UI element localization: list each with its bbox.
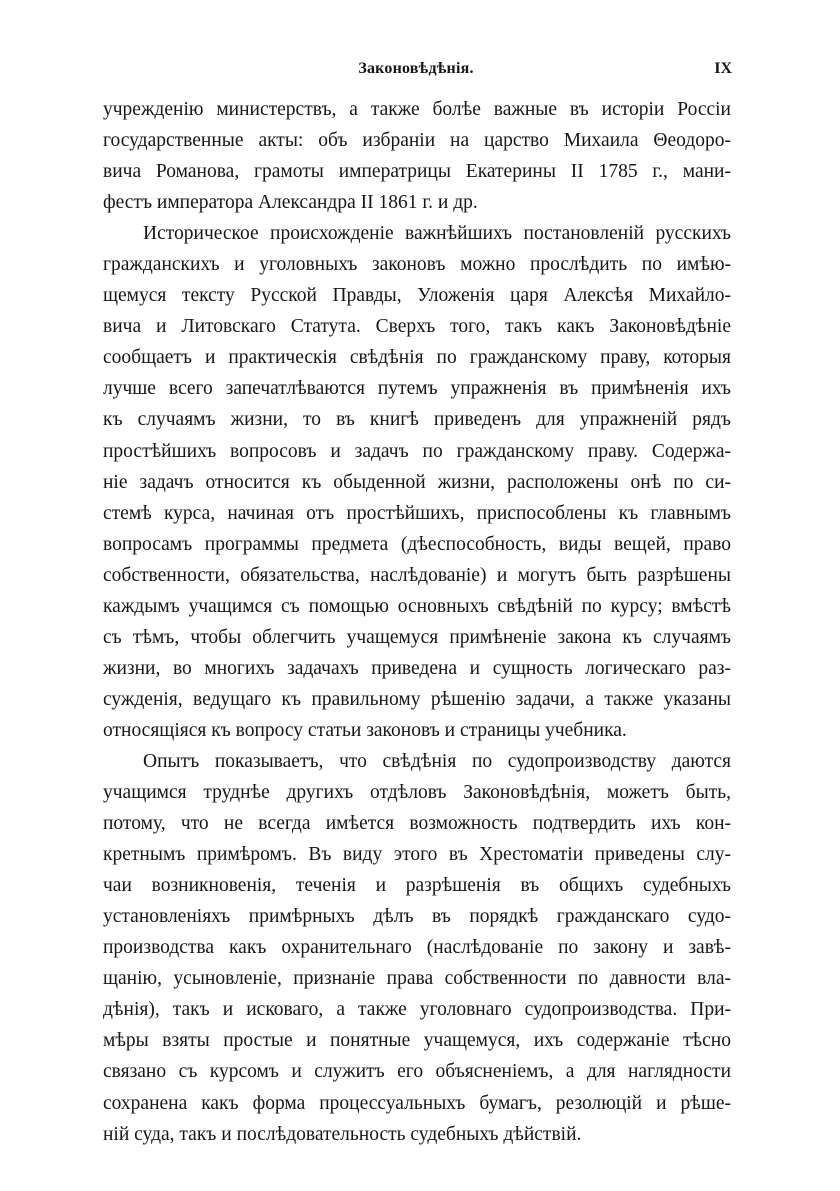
text-line: ній суда, такъ и послѣдовательность судебныхъ дѣйствій. [103,1123,582,1145]
text-line: сохранена какъ форма процессуальныхъ бумагъ, резолюцій и рѣше- [103,1092,731,1114]
text-line: къ случаямъ жизни, то въ книгѣ приведенъ для упражненій рядъ [103,409,731,431]
text-line: вопросамъ программы предмета (дѣеспособность, виды вещей, право [103,533,731,555]
text-line: вича и Литовскаго Статута. Сверхъ того, такъ какъ Законовѣдѣніе [103,316,731,338]
text-line: жизни, во многихъ задачахъ приведена и сущность логическаго раз- [103,657,731,679]
text-line: вича Романова, грамоты императрицы Екатерины II 1785 г., мани- [103,161,731,183]
running-title: Законовѣдѣнія. [358,60,474,77]
text-line: гражданскихъ и уголовныхъ законовъ можно прослѣдить по имѣю- [103,254,731,276]
text-line: каждымъ учащимся съ помощью основныхъ свѣдѣній по курсу; вмѣстѣ [103,595,731,617]
text-line: фестъ императора Александра II 1861 г. и др. [103,192,478,214]
text-line: связано съ курсомъ и служитъ его объясненіемъ, а для наглядности [103,1061,731,1083]
text-line: простѣйшихъ вопросовъ и задачъ по гражданскому праву. Содержа- [103,440,731,462]
text-line: собственности, обязательства, наслѣдованіе) и могутъ быть разрѣшены [103,564,731,586]
text-line: государственные акты: объ избраніи на царство Михаила Θеодоро- [103,130,731,152]
text-line: дѣнія), такъ и исковаго, а также уголовнаго судопроизводства. При- [103,999,731,1021]
text-line: лучше всего запечатлѣваются путемъ упражненія въ примѣненія ихъ [103,378,731,400]
text-line: щанію, усыновленіе, признаніе права собственности по давности вла- [103,968,731,990]
paragraph-2 [103,218,731,746]
text-line: щемуся тексту Русской Правды, Уложенія царя Алексѣя Михайло- [103,285,731,307]
text-line: съ тѣмъ, чтобы облегчить учащемуся примѣненіе закона къ случаямъ [103,626,731,648]
paragraph-1 [103,94,731,218]
text-line: сужденія, ведущаго къ правильному рѣшенію задачи, а также указаны [103,688,731,710]
running-head [100,60,732,82]
text-line: учащимся труднѣе другихъ отдѣловъ Законовѣдѣнія, можетъ быть, [103,782,731,804]
page-number: IX [714,60,732,77]
text-line: установленіяхъ примѣрныхъ дѣлъ въ порядкѣ гражданскаго судо- [103,906,731,928]
text-line: кретнымъ примѣромъ. Въ виду этого въ Хрестоматіи приведены слу- [103,844,731,866]
text-line: чаи возникновенія, теченія и разрѣшенія въ общихъ судебныхъ [103,875,731,897]
text-line: стемѣ курса, начиная отъ простѣйшихъ, приспособлены къ главнымъ [103,502,731,524]
text-line: относящіяся къ вопросу статьи законовъ и страницы учебника. [103,719,627,741]
text-line: Опытъ показываетъ, что свѣдѣнія по судопроизводству даются [143,750,731,772]
text-line: ніе задачъ относится къ обыденной жизни, расположены онѣ по си- [103,471,731,493]
text-line: производства какъ охранительнаго (наслѣдованіе по закону и завѣ- [103,937,731,959]
text-line: сообщаетъ и практическія свѣдѣнія по гражданскому праву, которыя [103,347,731,369]
text-line: мѣры взяты простые и понятные учащемуся, ихъ содержаніе тѣсно [103,1030,731,1052]
paragraph-3 [103,746,731,1150]
body-text [103,94,731,1150]
text-line: учрежденію министерствъ, а также болѣе важные въ исторіи Россіи [103,99,731,120]
text-line: Историческое происхожденіе важнѣйшихъ постановленій русскихъ [143,223,731,245]
text-line: потому, что не всегда имѣется возможность подтвердить ихъ кон- [103,813,731,835]
